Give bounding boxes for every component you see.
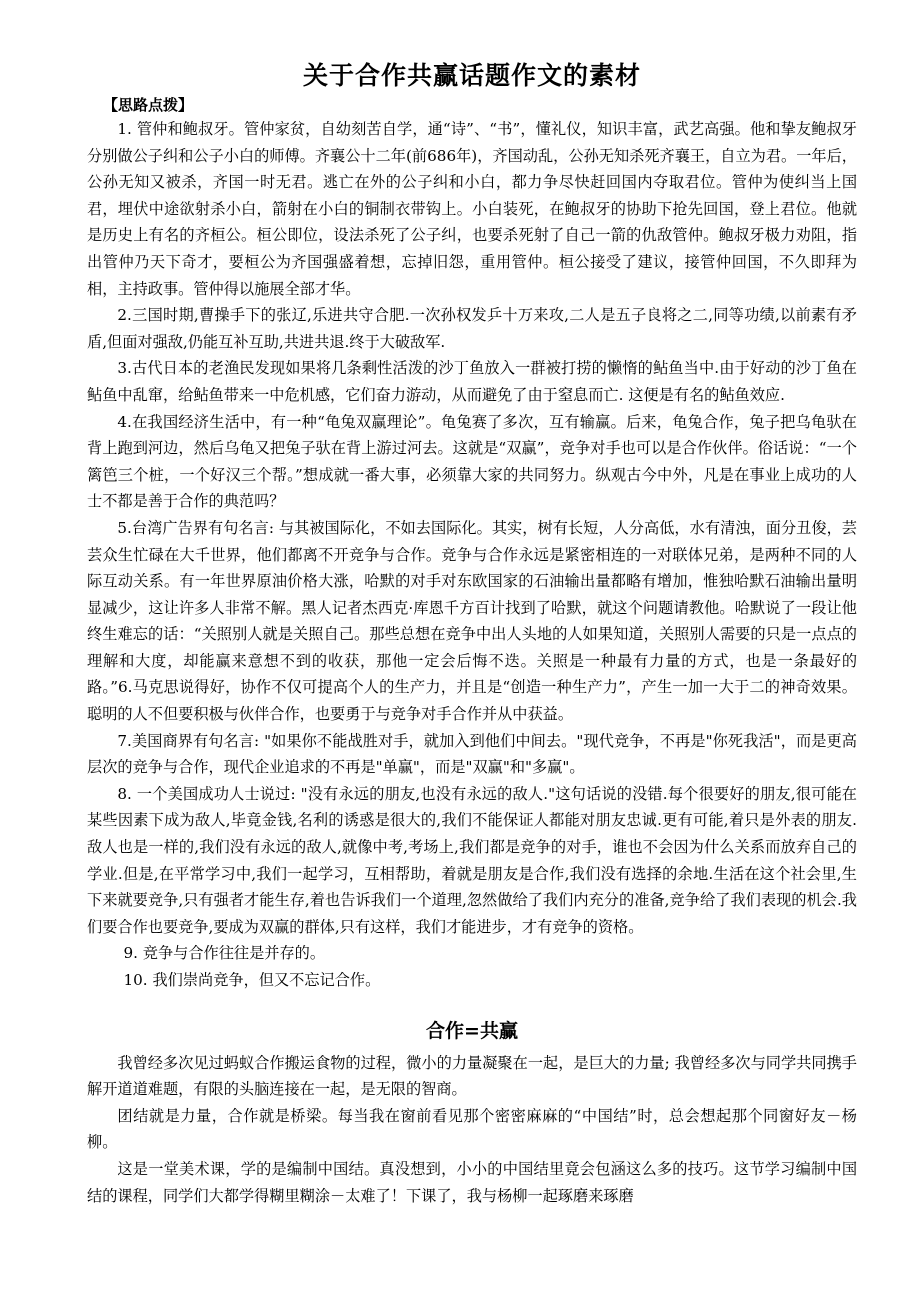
essay-paragraph: 这是一堂美术课，学的是编制中国结。真没想到，小小的中国结里竟会包涵这么多的技巧。这节学习编制中国结的课程，同学们大都学得糊里糊涂－太难了！下课了，我与杨柳一起琢磨来琢磨	[87, 1159, 857, 1205]
essay-paragraph: 团结就是力量，合作就是桥梁。每当我在窗前看见那个密密麻麻的“中国结”时，总会想起那个同窗好友－杨柳。	[87, 1106, 857, 1152]
point-5-6: 5.台湾广告界有句名言: 与其被国际化，不如去国际化。其实，树有长短，人分高低，水有清浊，面分丑俊，芸芸众生忙碌在大千世界，他们都离不开竞争与合作。竞争与合作永远是紧密相连的一对联体兄弟，是两种不同的人际互动关系。有一年世界原油价格大涨，哈默的对手对东欧国家的石油输出量都略有增加，惟独哈默石油输出量明显减少，这让许多人非常不解。黑人记者杰西克·库恩千方百计找到了哈默，就这个问题请教他。哈默说了一段让他终生难忘的话：“关照别人就是关照自己。那些总想在竞争中出人头地的人如果知道，关照别人需要的只是一点点的理解和大度，却能赢来意想不到的收获，那他一定会后悔不迭。关照是一种最有力量的方式，也是一条最好的路。”6.马克思说得好，协作不仅可提高个人的生产力，并且是“创造一种生产力”，产生一加一大于二的神奇效果。聪明的人不但要积极与伙伴合作，也要勇于与竞争对手合作并从中获益。	[87, 518, 857, 724]
document-page	[87, 58, 857, 1209]
point-7: 7.美国商界有句名言: "如果你不能战胜对手，就加入到他们中间去。"现代竞争，不再是"你死我活"，而是更高层次的竞争与合作，现代企业追求的不再是"单赢"，而是"双赢"和"多赢"。	[87, 731, 857, 777]
point-9: 9. 竞争与合作往往是并存的。	[123, 944, 326, 963]
essay-title: 合作=共赢	[426, 1019, 518, 1042]
essay-paragraph: 我曾经多次见过蚂蚁合作搬运食物的过程，微小的力量凝聚在一起，是巨大的力量; 我曾经多次与同学共同携手解开道道难题，有限的头脑连接在一起，是无限的智商。	[87, 1053, 857, 1099]
point-4: 4.在我国经济生活中，有一种“龟兔双赢理论”。龟兔赛了多次，互有输赢。后来，龟兔合作，兔子把乌龟驮在背上跑到河边，然后乌龟又把兔子驮在背上游过河去。这就是“双赢”，竞争对手也可以是合作伙伴。俗话说：“一个篱笆三个桩，一个好汉三个帮。”想成就一番大事，必须靠大家的共同努力。纵观古今中外，凡是在事业上成功的人士不都是善于合作的典范吗？	[87, 412, 857, 511]
point-3: 3.古代日本的老渔民发现如果将几条剩性活泼的沙丁鱼放入一群被打捞的懒惰的鲇鱼当中.由于好动的沙丁鱼在鲇鱼中乱窜，给鲇鱼带来一中危机感，它们奋力游动，从而避免了由于窒息而亡. 这便是有名的鲇鱼效应.	[87, 359, 857, 404]
point-10: 10. 我们崇尚竞争，但又不忘记合作。	[123, 971, 381, 989]
section-label-hint: 【思路点拨】	[103, 96, 194, 114]
point-2: 2.三国时期,曹操手下的张辽,乐进共守合肥.一次孙权发乒十万来攻,二人是五子良将之二,同等功绩,以前素有矛盾,但面对强敌,仍能互补互助,共进共退.终于大破敌军.	[87, 306, 857, 351]
point-1: 1. 管仲和鲍叔牙。管仲家贫，自幼刻苦自学，通“诗”、“书”，懂礼仪，知识丰富，武艺高强。他和挚友鲍叔牙分别做公子纠和公子小白的师傅。齐襄公十二年(前686年)，齐国动乱，公孙无知杀死齐襄王，自立为君。一年后，公孙无知又被杀，齐国一时无君。逃亡在外的公子纠和小白，都力争尽快赶回国内夺取君位。管仲为使纠当上国君，埋伏中途欲射杀小白，箭射在小白的铜制衣带钩上。小白装死，在鲍叔牙的协助下抢先回国，登上君位。他就是历史上有名的齐桓公。桓公即位，设法杀死了公子纠，也要杀死射了自己一箭的仇敌管仲。鲍叔牙极力劝阻，指出管仲乃天下奇才，要桓公为齐国强盛着想，忘掉旧怨，重用管仲。桓公接受了建议，接管仲回国，不久即拜为相，主持政事。管仲得以施展全部才华。	[87, 120, 857, 298]
point-8: 8. 一个美国成功人士说过: "没有永远的朋友,也没有永远的敌人."这句话说的没错.每个很要好的朋友,很可能在某些因素下成为敌人,毕竟金钱,名利的诱惑是很大的,我们不能保证人都能对朋友忠诚.更有可能,着只是外表的朋友.敌人也是一样的,我们没有永远的敌人,就像中考,考场上,我们都是竞争的对手，谁也不会因为什么关系而放弃自己的学业.但是,在平常学习中,我们一起学习，互相帮助，着就是朋友是合作,我们没有选择的余地.生活在这个社会里,生下来就要竞争,只有强者才能生存,着也告诉我们一个道理,忽然做给了我们内充分的准备,竞争给了我们表现的机会.我们要合作也要竞争,要成为双赢的群体,只有这样，我们才能进步，才有竞争的资格。	[87, 784, 857, 936]
document-title: 关于合作共赢话题作文的素材	[302, 61, 641, 90]
